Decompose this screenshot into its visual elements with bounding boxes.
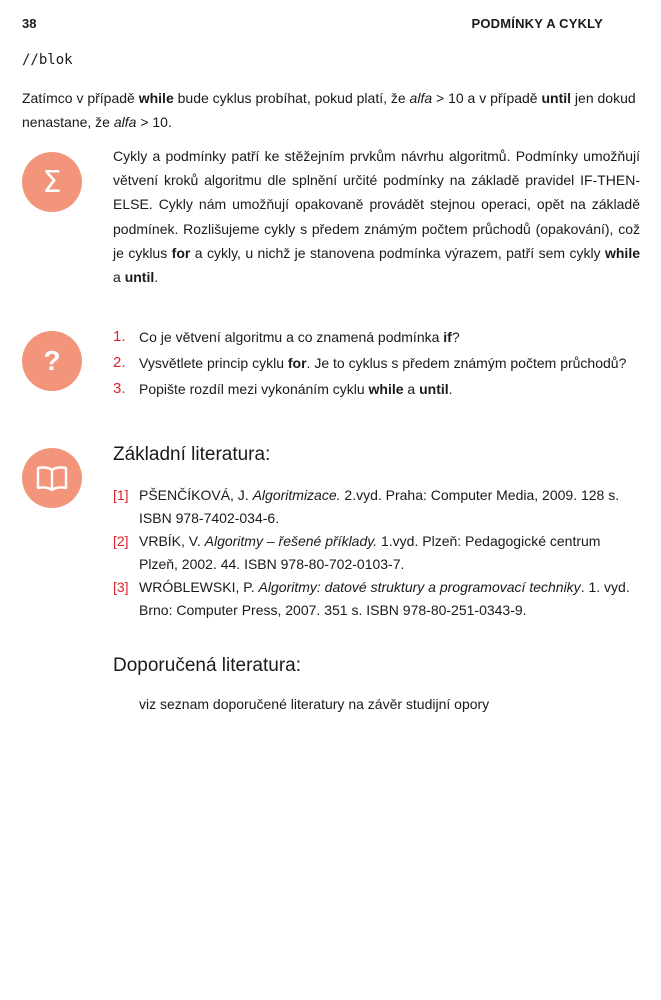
intro-text: > 10 a v případě <box>432 90 542 106</box>
reference-details: . 1. vyd. Brno: Computer Press, 2007. 351 s. ISBN 978-80-251-0343-9. <box>139 579 630 618</box>
reference-item <box>113 530 640 576</box>
reference-number: [2] <box>113 533 129 549</box>
reference-details: 2.vyd. Praha: Computer Media, 2009. 128 s. ISBN 978-7402-034-6. <box>139 487 620 526</box>
book-icon-graphic <box>36 465 68 491</box>
reference-title: Algoritmy: datové struktury a programovací techniky <box>258 579 581 595</box>
question-text: . Je to cyklus s předem známým počtem průchodů? <box>306 355 627 371</box>
question-number: 1. <box>113 328 126 345</box>
summary-text: a cykly, u nichž je stanovena podmínka výrazem, patří sem cykly <box>190 244 605 261</box>
sigma-glyph: Σ <box>42 164 62 200</box>
reference-number: [1] <box>113 487 129 503</box>
reference-author: WRÓBLEWSKI, P. <box>139 579 259 595</box>
question-text: ? <box>451 329 460 345</box>
keyword-while: while <box>604 244 640 261</box>
keyword: if <box>443 329 452 345</box>
question-list <box>113 324 640 402</box>
keyword-for: for <box>171 244 191 261</box>
question-item <box>113 350 640 376</box>
reference-item <box>113 484 640 530</box>
keyword: while <box>368 381 404 397</box>
question-item <box>113 376 640 402</box>
summary-text: a <box>113 269 125 286</box>
variable-alfa: alfa <box>113 114 137 130</box>
chapter-title: PODMÍNKY A CYKLY <box>471 16 603 31</box>
code-line: //blok <box>22 52 73 68</box>
question-number: 2. <box>113 354 126 371</box>
question-text: Popište rozdíl mezi vykonáním cyklu <box>139 381 369 397</box>
summary-text: Cykly a podmínky patří ke stěžejním prvkům návrhu algoritmů. Podmínky umožňují větvení kroků algoritmu dle splnění určité podmínky na základě pravidel IF-THEN-ELSE. Cykly nám umožňují opakovaně provádět stejnou operaci, opět na základě podmínek. Rozlišujeme cykly s předem známým počtem průchodů (opakování), což je cyklus <box>113 148 640 261</box>
keyword: until <box>419 381 449 397</box>
intro-text: bude cyklus probíhat, pokud platí, že <box>173 90 410 106</box>
keyword-until: until <box>541 90 572 106</box>
intro-text: Zatímco v případě <box>22 90 139 106</box>
question-text: Vysvětlete princip cyklu <box>139 355 288 371</box>
book-icon <box>22 448 82 508</box>
intro-text: > 10. <box>136 114 172 130</box>
question-icon <box>22 331 82 391</box>
page-number: 38 <box>22 16 37 31</box>
recommended-text: viz seznam doporučené literatury na závěr studijní opory <box>139 696 490 712</box>
variable-alfa: alfa <box>409 90 433 106</box>
summary-text: . <box>154 269 159 286</box>
reference-author: VRBÍK, V. <box>139 533 205 549</box>
keyword: for <box>287 355 307 371</box>
reference-title: Algoritmy – řešené příklady. <box>204 533 378 549</box>
summary-paragraph <box>113 144 640 289</box>
sigma-icon <box>22 152 82 212</box>
reference-list <box>113 484 640 622</box>
reference-author: PŠENČÍKOVÁ, J. <box>139 487 253 503</box>
question-number: 3. <box>113 380 126 397</box>
question-text: Co je větvení algoritmu a co znamená podmínka <box>139 329 444 345</box>
question-text: . <box>448 381 453 397</box>
intro-text: jen dokud nenastane, že <box>22 90 636 130</box>
literature-heading: Základní literatura: <box>113 444 271 465</box>
question-glyph: ? <box>43 345 61 376</box>
reference-title: Algoritmizace. <box>252 487 341 503</box>
keyword-while: while <box>138 90 174 106</box>
reference-number: [3] <box>113 579 129 595</box>
question-item <box>113 324 640 350</box>
question-text: a <box>403 381 420 397</box>
reference-item <box>113 576 640 622</box>
keyword-until: until <box>124 269 155 286</box>
intro-paragraph <box>22 86 640 134</box>
recommended-heading: Doporučená literatura: <box>113 655 301 676</box>
reference-details: 1.vyd. Plzeň: Pedagogické centrum Plzeň, 2002. 44. ISBN 978-80-702-0103-7. <box>139 533 601 572</box>
